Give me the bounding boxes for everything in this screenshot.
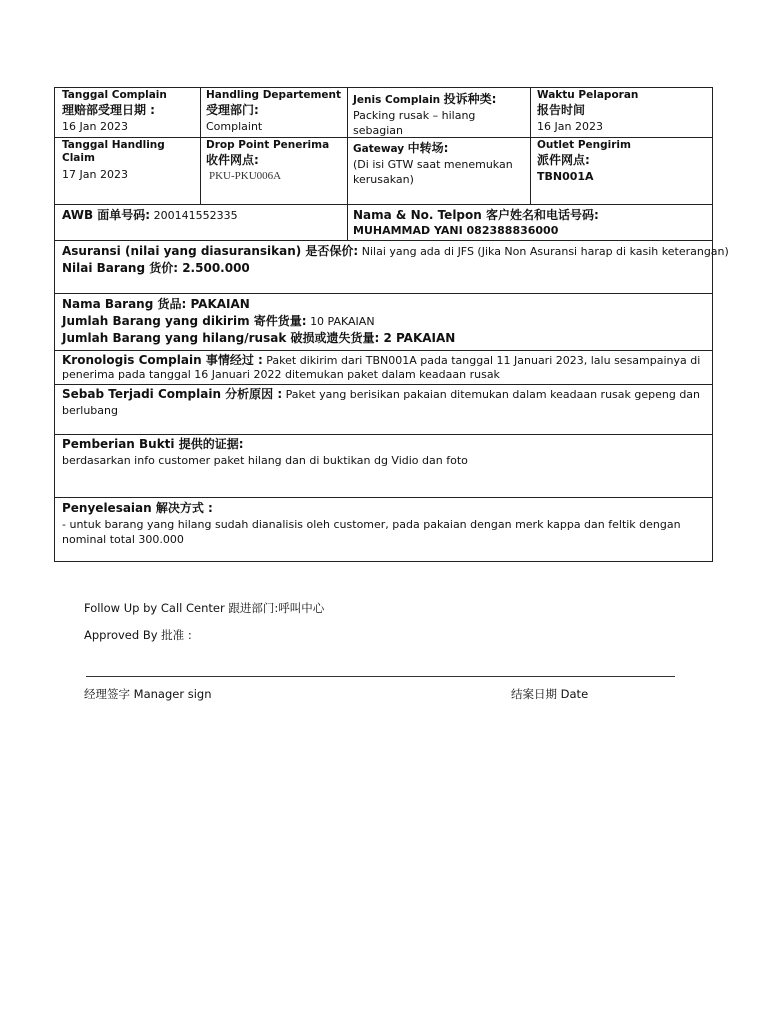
cell-jenis-complain [353,91,523,138]
cell-penyelesaian [62,500,707,547]
cell-nama-telpon [353,207,708,237]
signature-line [86,676,675,677]
approved-by-text: Approved By 批准 : [84,628,192,642]
asuransi-value: Nilai yang ada di JFS (Jika Non Asuransi harap di kasih keterangan) [361,245,729,258]
complaint-form [54,87,729,562]
jumlah-hilang: Jumlah Barang yang hilang/rusak 破损或遗失货量: 2 PAKAIAN [62,331,456,345]
row-divider [55,350,712,351]
row-divider [55,497,712,498]
cell-gateway [353,140,525,187]
outlet-pengirim-label-zh: 派件网点: [537,153,590,167]
tanggal-handling-label: Tanggal Handling Claim [62,139,165,164]
penyelesaian-line2: nominal total 300.000 [62,533,184,546]
bukti-value: berdasarkan info customer paket hilang dan di buktikan dg Vidio dan foto [62,454,468,467]
penyelesaian-label: Penyelesaian 解决方式 : [62,501,213,515]
kronologis-line2: penerima pada tanggal 16 Januari 2022 ditemukan paket dalam keadaan rusak [62,368,500,381]
bukti-label: Pemberian Bukti 提供的证据: [62,437,244,451]
row-divider [55,293,712,294]
awb-label: AWB 面单号码: [62,208,151,222]
cell-tanggal-handling [62,139,172,182]
follow-up-text: Follow Up by Call Center 跟进部门:呼叫中心 [84,601,325,615]
date-text: 结案日期 Date [511,687,589,701]
penyelesaian-line1: - untuk barang yang hilang sudah dianalisis oleh customer, pada pakaian dengan merk kappa dan feltik dengan [62,518,681,531]
nama-telpon-value: MUHAMMAD YANI 082388836000 [353,224,559,237]
sebab-line1: Paket yang berisikan pakaian ditemukan dalam keadaan rusak gepeng dan [285,388,701,401]
nilai-barang: Nilai Barang 货价: 2.500.000 [62,261,250,275]
col-divider [347,88,348,240]
handling-dept-label: Handling Departement [206,89,342,101]
cell-kronologis [62,352,707,382]
cell-barang [62,296,707,347]
cell-sebab [62,386,707,418]
nama-barang: Nama Barang 货品: PAKAIAN [62,297,250,311]
sebab-line2: berlubang [62,404,118,417]
row-divider [55,434,712,435]
cell-outlet-pengirim [537,139,707,184]
cell-waktu-pelaporan [537,89,707,134]
jenis-complain-value: Packing rusak – hilang sebagian [353,109,476,137]
tanggal-complain-label: Tanggal Complain [62,89,167,101]
cell-awb [62,207,342,224]
cell-tanggal-complain [62,89,198,134]
gateway-label: Gateway [353,143,405,155]
tanggal-complain-label-zh: 理赔部受理日期 : [62,103,155,117]
outlet-pengirim-value: TBN001A [537,170,594,183]
gateway-value: (Di isi GTW saat menemukan kerusakan) [353,158,513,186]
drop-point-value: PKU-PKU006A [209,170,282,182]
outlet-pengirim-label: Outlet Pengirim [537,139,631,151]
asuransi-label: Asuransi (nilai yang diasuransikan) 是否保价: [62,244,359,258]
nama-telpon-label: Nama & No. Telpon 客户姓名和电话号码: [353,208,599,222]
drop-point-label: Drop Point Penerima [206,139,330,151]
tanggal-complain-value: 16 Jan 2023 [62,120,128,133]
sebab-label: Sebab Terjadi Complain 分析原因 : [62,387,283,401]
waktu-pelaporan-label: Waktu Pelaporan [537,89,639,101]
manager-sign-text: 经理签字 Manager sign [84,687,212,701]
jenis-complain-label-zh: 投诉种类: [443,92,497,106]
tanggal-handling-value: 17 Jan 2023 [62,168,128,181]
kronologis-line1: Paket dikirim dari TBN001A pada tanggal 11 Januari 2023, lalu sesampainya di [266,354,701,367]
handling-dept-value: Complaint [206,120,263,133]
jumlah-dikirim-value: 10 PAKAIAN [310,315,375,328]
cell-bukti [62,436,707,468]
waktu-pelaporan-label-zh: 报告时间 [537,103,586,117]
jenis-complain-label: Jenis Complain [353,94,441,106]
col-divider [200,88,201,204]
row-divider [55,240,712,241]
kronologis-label: Kronologis Complain 事情经过 : [62,353,263,367]
cell-asuransi [62,243,729,277]
gateway-label-zh: 中转场: [407,141,449,155]
row-divider [55,384,712,385]
waktu-pelaporan-value: 16 Jan 2023 [537,120,603,133]
jumlah-dikirim-label: Jumlah Barang yang dikirim 寄件货量: [62,314,307,328]
handling-dept-label-zh: 受理部门: [206,103,259,117]
awb-value: 200141552335 [153,209,238,222]
row-divider [55,204,712,205]
cell-handling-dept [206,89,346,134]
col-divider [530,88,531,204]
drop-point-label-zh: 收件网点: [206,153,259,167]
cell-drop-point [206,139,346,184]
